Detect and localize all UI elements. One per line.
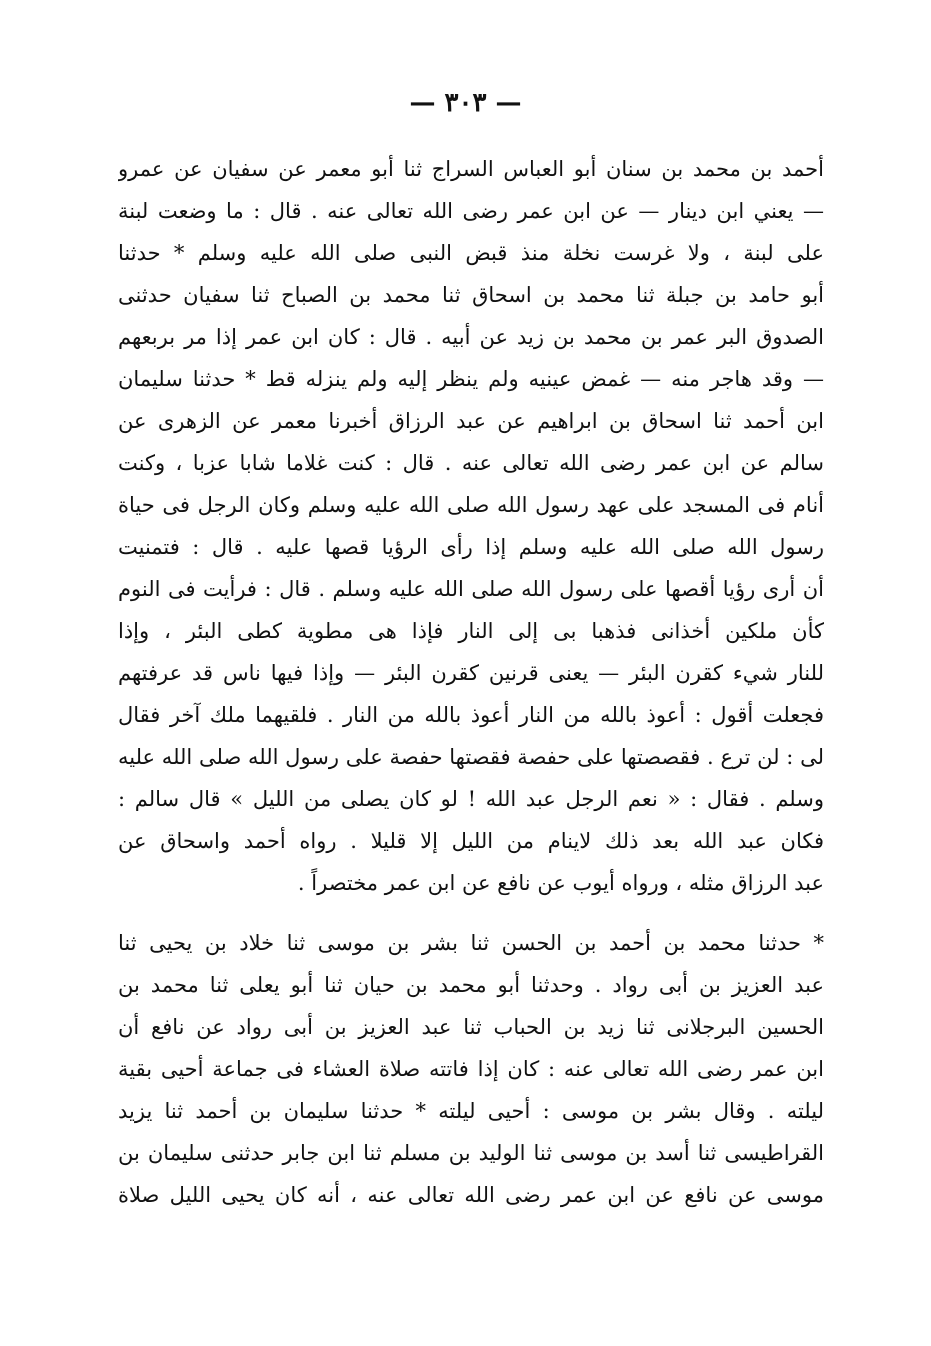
text-line: ابن عمر رضى الله تعالى عنه : كان إذا فاتته صلاة العشاء فى جماعة أحيى بقية	[118, 1057, 824, 1081]
text-line: أحمد بن محمد بن سنان أبو العباس السراج ثنا أبو معمر عن سفيان عن عمرو	[118, 157, 824, 181]
text-line: فجعلت أقول : أعوذ بالله من النار أعوذ بالله من النار . فلقيهما ملك آخر فقال	[118, 703, 824, 727]
text-line: عبد الرزاق مثله ، ورواه أيوب عن نافع عن ابن عمر مختصراً .	[297, 871, 824, 895]
text-line: موسى عن نافع عن ابن عمر رضى الله تعالى عنه ، أنه كان يحيى الليل صلاة	[118, 1183, 824, 1207]
text-line: ابن أحمد ثنا اسحاق بن ابراهيم عن عبد الرزاق أخبرنا معمر عن الزهرى عن	[118, 409, 824, 433]
text-line: — وقد هاجر منه — غمض عينيه ولم ينظر إليه ولم ينزله قط * حدثنا سليمان	[118, 367, 824, 391]
text-line: أنام فى المسجد على عهد رسول الله صلى الله عليه وسلم وكان الرجل فى حياة	[118, 493, 824, 517]
text-line: سالم عن ابن عمر رضى الله تعالى عنه . قال : كنت غلاما شابا عزبا ، وكنت	[118, 451, 824, 475]
text-line: وسلم . فقال : « نعم الرجل عبد الله ! لو كان يصلى من الليل » قال سالم :	[118, 787, 824, 811]
page-number: — ٣٠٣ —	[409, 88, 522, 118]
text-line: * حدثنا محمد بن أحمد بن الحسن ثنا بشر بن موسى ثنا خلاد بن يحيى ثنا	[118, 931, 824, 955]
text-line: ليلته . وقال بشر بن موسى : أحيى ليلته * حدثنا سليمان بن أحمد ثنا يزيد	[118, 1099, 824, 1123]
text-line: أن أرى رؤيا أقصها على رسول الله صلى الله عليه وسلم . قال : فرأيت فى النوم	[118, 577, 824, 601]
text-line: عبد العزيز بن أبى رواد . وحدثنا أبو محمد بن حيان ثنا أبو يعلى ثنا محمد بن	[118, 973, 824, 997]
text-line: كأن ملكين أخذانى فذهبا بى إلى النار فإذا هى مطوية كطى البئر ، وإذا	[118, 619, 824, 643]
paragraph-1	[118, 148, 824, 904]
text-line: الحسين البرجلانى ثنا زيد بن الحباب ثنا عبد العزيز بن أبى رواد عن نافع أن	[118, 1015, 824, 1039]
text-line: — يعني ابن دينار — عن ابن عمر رضى الله تعالى عنه . قال : ما وضعت لبنة	[118, 199, 824, 223]
text-line: القراطيسى ثنا أسد بن موسى ثنا الوليد بن مسلم ثنا ابن جابر حدثنى سليمان بن	[118, 1141, 824, 1165]
text-line: فكان عبد الله بعد ذلك لاينام من الليل إلا قليلا . رواه أحمد واسحاق عن	[118, 829, 824, 853]
paragraph-2	[118, 922, 824, 1216]
text-line: أبو حامد بن جبلة ثنا محمد بن اسحاق ثنا محمد بن الصباح ثنا سفيان حدثنى	[118, 283, 824, 307]
text-line: لى : لن ترع . فقصصتها على حفصة فقصتها حفصة على رسول الله صلى الله عليه	[118, 745, 824, 769]
text-line: على لبنة ، ولا غرست نخلة منذ قبض النبى صلى الله عليه وسلم * حدثنا	[118, 241, 824, 265]
text-line: الصدوق البر عمر بن محمد بن زيد عن أبيه . قال : كان ابن عمر إذا مر بربعهم	[118, 325, 824, 349]
text-line: للنار شيء كقرن البئر — يعنى قرنين كقرن البئر — وإذا فيها ناس قد عرفتهم	[118, 661, 824, 685]
text-line: رسول الله صلى الله عليه وسلم إذا رأى الرؤيا قصها عليه . قال : فتمنيت	[118, 535, 824, 559]
